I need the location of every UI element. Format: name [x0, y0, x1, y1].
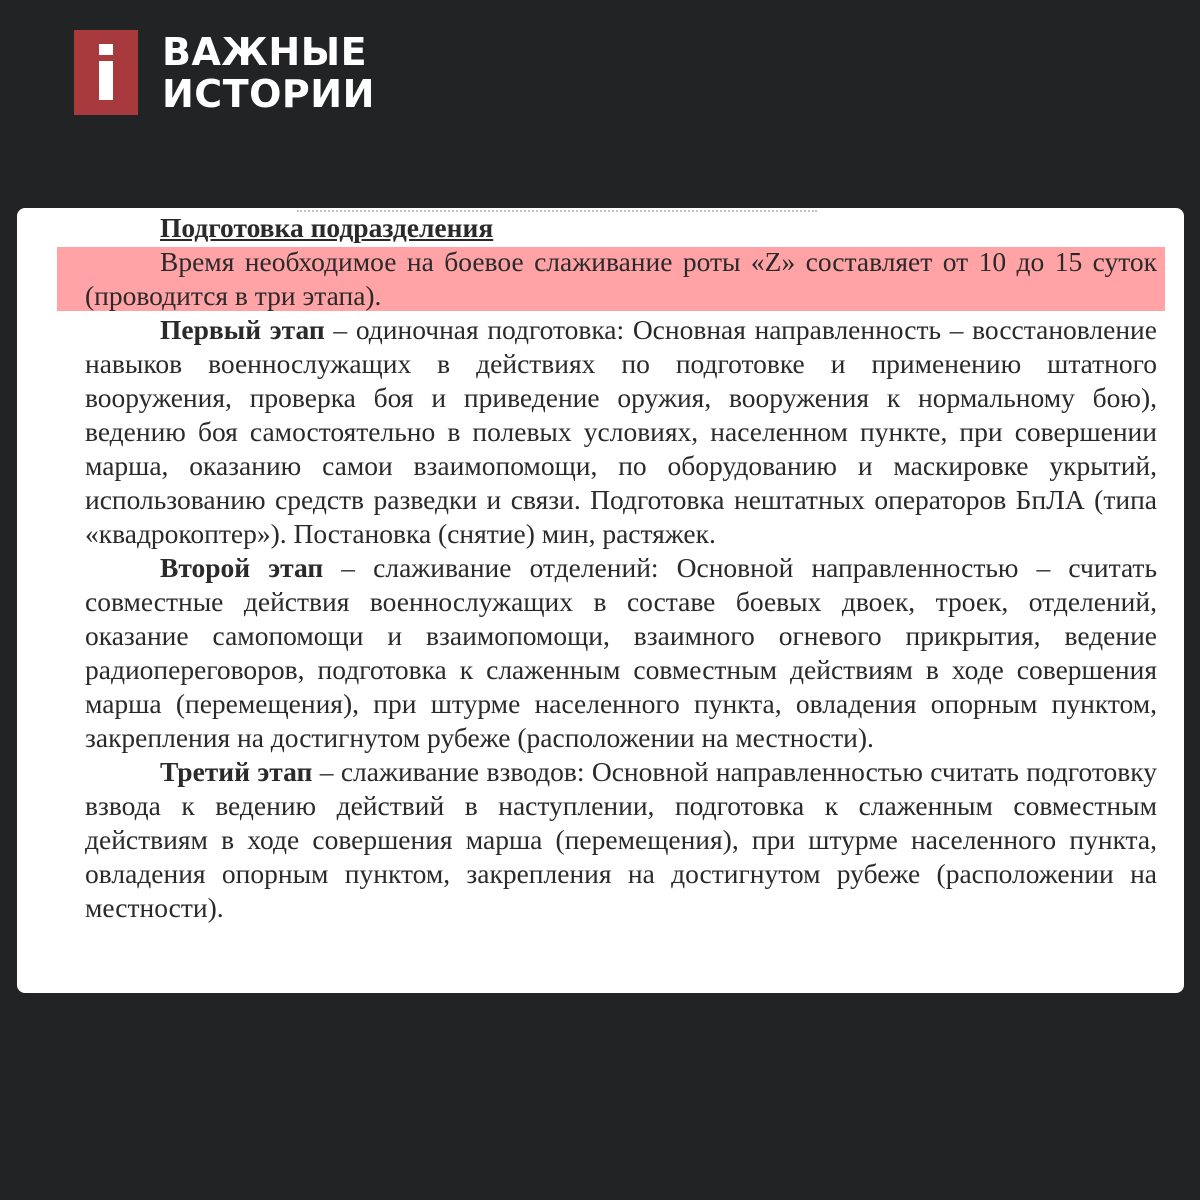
stage-3-title: Третий этап [160, 756, 313, 787]
section-heading: Подготовка подразделения [160, 212, 494, 243]
stage-3-text: – слаживание взводов: Основной направленностью считать подготовку взвода к ведению действий в наступлении, подготовка к слаженным совместным действиям в ходе совершения марша (перемещения), при штурме населенного пункта, овладения опорным пунктом, закрепления на достигнутом рубеже (расположении на местности). [85, 756, 1157, 923]
stage-1-text: – одиночная подготовка: Основная направленность – восстановление навыков военнослужащих в действиях по подготовке и применению штатного вооружения, проверка боя и приведение оружия, вооружения к нормальному бою), ведению боя самостоятельно в полевых условиях, населенном пункте, при совершении марша, оказанию самои взаимопомощи, по оборудованию и маскировке укрытий, использованию средств разведки и связи. Подготовка нештатных операторов БпЛА (типа «квадрокоптер»). Постановка (снятие) мин, растяжек. [85, 314, 1157, 549]
stage-2-paragraph [85, 551, 1157, 755]
stage-1-title: Первый этап [160, 314, 325, 345]
highlighted-block [85, 245, 1157, 313]
brand-name-line1: ВАЖНЫЕ [162, 29, 368, 74]
document-image [17, 208, 1184, 993]
document-text [85, 211, 1157, 925]
stage-3-paragraph [85, 755, 1157, 925]
brand-header [74, 30, 375, 115]
brand-name [162, 31, 375, 115]
logo-stem [99, 61, 113, 100]
brand-name-line2: ИСТОРИИ [162, 71, 375, 116]
stage-1-paragraph [85, 313, 1157, 551]
i-logo-icon [74, 30, 138, 115]
stage-2-text: – слаживание отделений: Основной направленностью – считать совместные действия военнослужащих в составе боевых двоек, троек, отделений, оказание самопомощи и взаимопомощи, взаимного огневого прикрытия, ведение радиопереговоров, подготовка к слаженным совместным действиям в ходе совершения марша (перемещения), при штурме населенного пункта, овладения опорным пунктом, закрепления на достигнутом рубеже (расположении на местности). [85, 552, 1157, 753]
logo-dot [99, 44, 113, 55]
highlighted-paragraph: Время необходимое на боевое слаживание роты «Z» составляет от 10 до 15 суток (проводится в три этапа). [85, 246, 1157, 311]
stage-2-title: Второй этап [160, 552, 324, 583]
